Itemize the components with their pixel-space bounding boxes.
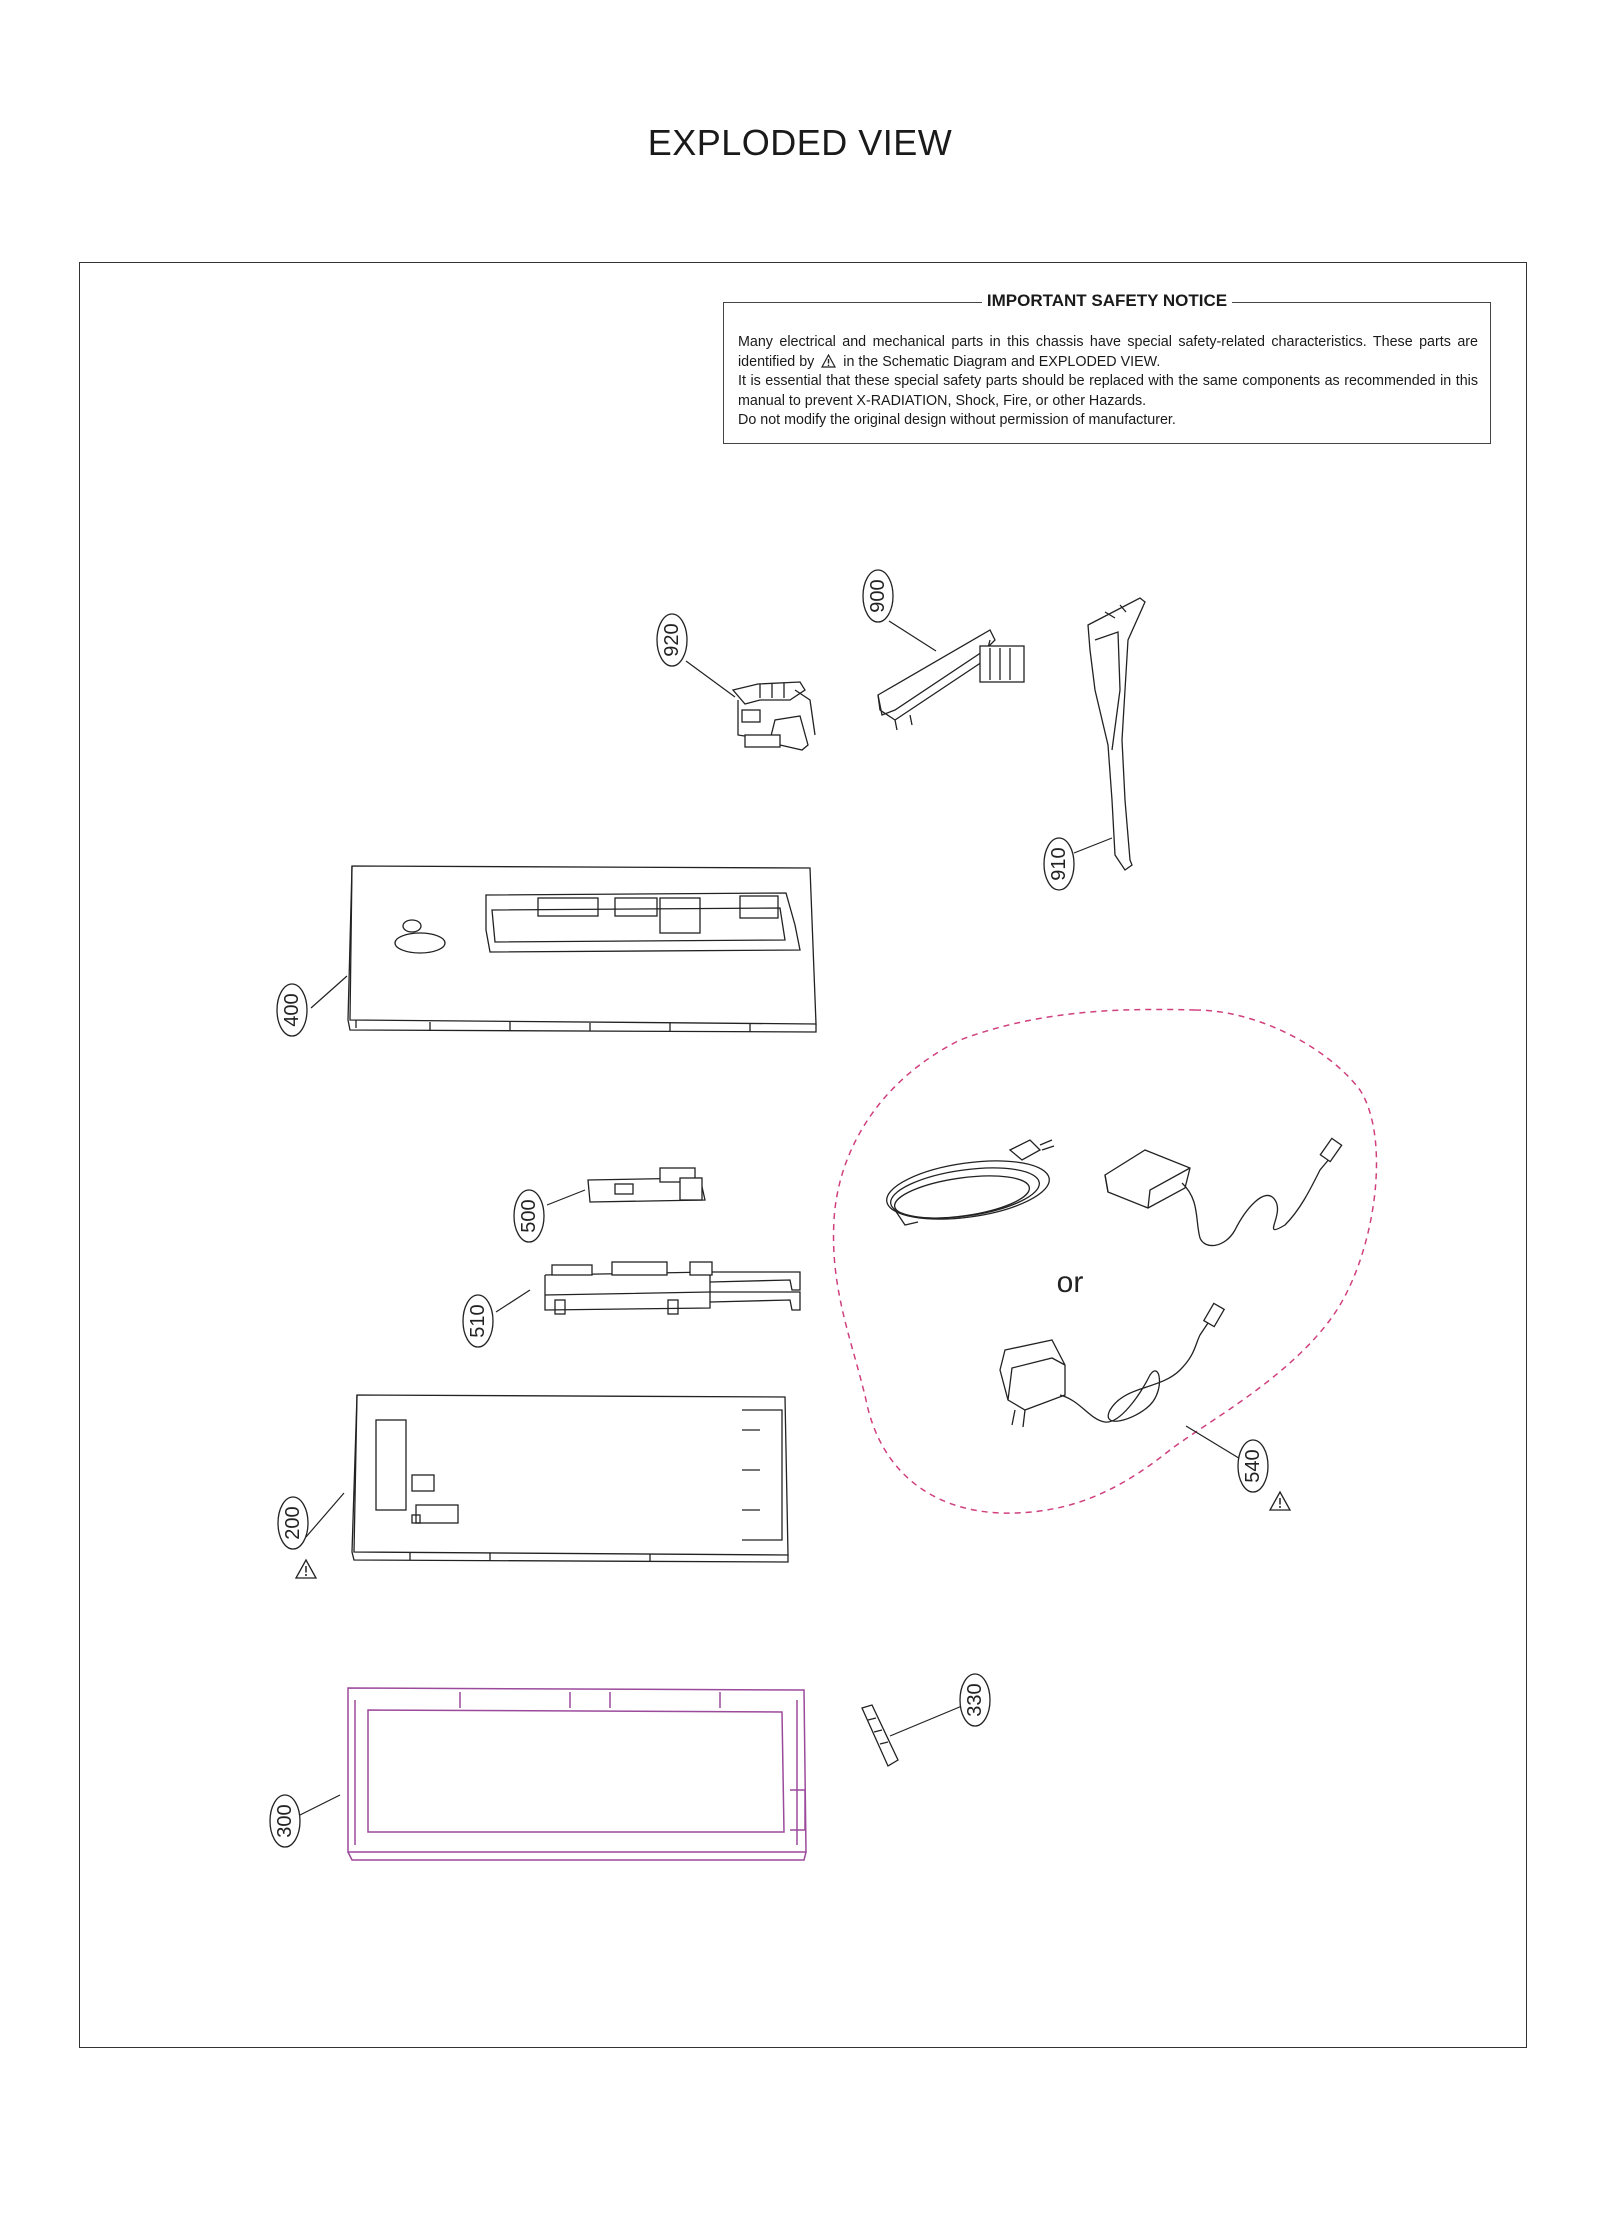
label-300: 300 [274, 1804, 296, 1838]
callout-910 [1044, 838, 1074, 890]
part-920-bracket [733, 682, 815, 750]
leader-330 [890, 1706, 962, 1736]
leader-920 [686, 661, 735, 697]
label-500: 500 [518, 1199, 540, 1233]
leader-400 [311, 976, 347, 1008]
label-540: 540 [1242, 1449, 1264, 1483]
brick-adapter [1105, 1138, 1342, 1245]
part-900-stand-neck [878, 630, 1024, 730]
callout-900 [863, 570, 893, 622]
notice-line-1a: Many electrical and mechanical parts in this chassis have special safety-related characteristics. These parts are identified by [738, 334, 1478, 370]
part-400-back-cover [348, 866, 816, 1032]
leader-540 [1186, 1426, 1242, 1460]
wall-adapter [1000, 1303, 1224, 1427]
label-200: 200 [282, 1506, 304, 1540]
safety-notice-title: IMPORTANT SAFETY NOTICE [982, 291, 1232, 310]
leader-200 [306, 1493, 344, 1537]
part-500-board [588, 1168, 705, 1202]
leader-900 [889, 621, 936, 651]
notice-line-1b: in the Schematic Diagram and EXPLODED VIEW. [843, 353, 1161, 370]
callout-200 [278, 1497, 308, 1549]
page-title: EXPLODED VIEW [647, 122, 953, 163]
label-330: 330 [964, 1683, 986, 1717]
safety-mark-540 [1270, 1492, 1290, 1510]
power-cord [883, 1140, 1054, 1228]
label-900: 900 [867, 579, 889, 613]
callout-300 [270, 1795, 300, 1847]
callout-510 [463, 1295, 493, 1347]
part-510-bracket [545, 1262, 800, 1314]
adapter-group-outline [834, 1009, 1377, 1513]
part-910-stand-body [1088, 598, 1145, 870]
part-200-panel [352, 1395, 788, 1562]
safety-mark-200 [296, 1560, 316, 1578]
callout-400 [277, 984, 307, 1036]
notice-line-2: It is essential that these special safety parts should be replaced with the same components as recommended in this manual to prevent X-RADIATION, Shock, Fire, or other Hazards. [738, 373, 1478, 409]
leader-510 [496, 1290, 530, 1312]
callout-920 [657, 614, 687, 666]
leader-910 [1074, 838, 1112, 853]
label-510: 510 [467, 1304, 489, 1338]
or-label: or [1056, 1266, 1084, 1299]
callout-500 [514, 1190, 544, 1242]
notice-line-3: Do not modify the original design without permission of manufacturer. [738, 412, 1176, 428]
callout-540 [1238, 1440, 1268, 1492]
leader-300 [300, 1795, 340, 1815]
label-920: 920 [661, 623, 683, 657]
leader-500 [547, 1190, 585, 1205]
part-300-front-bezel [348, 1688, 806, 1860]
label-400: 400 [281, 993, 303, 1027]
callout-330 [960, 1674, 990, 1726]
label-910: 910 [1048, 847, 1070, 881]
